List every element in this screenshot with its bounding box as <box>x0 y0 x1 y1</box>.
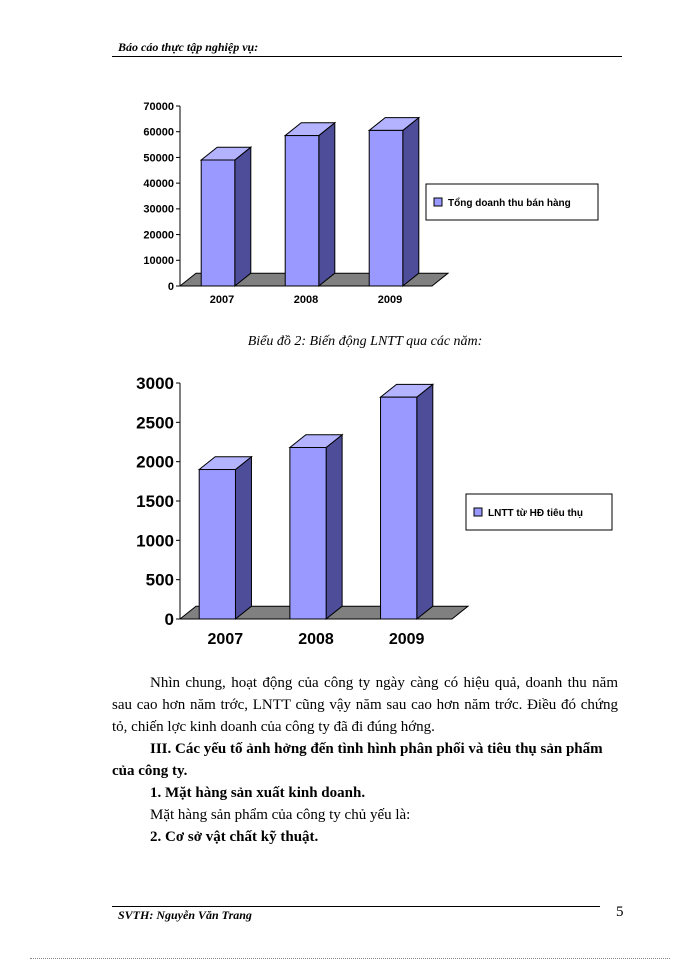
bar-2009 <box>381 397 417 619</box>
y-tick-label: 60000 <box>143 126 174 139</box>
y-tick-label: 10000 <box>143 255 174 268</box>
legend-swatch <box>434 198 442 206</box>
y-tick-label: 0 <box>167 280 174 293</box>
chart-profit-svg <box>0 360 700 660</box>
y-tick-label: 40000 <box>143 177 174 190</box>
y-tick-label: 2500 <box>136 413 174 433</box>
chart-caption: Biểu đồ 2: Biến động LNTT qua các năm: <box>247 334 483 349</box>
bar-side <box>235 457 251 619</box>
x-tick-label: 2009 <box>388 631 425 648</box>
legend-label: Tổng doanh thu bán hàng <box>448 198 571 209</box>
subsection-1-title: 1. Mặt hàng sản xuất kinh doanh. <box>150 785 366 801</box>
bar-2008 <box>290 448 326 619</box>
bar-2007 <box>201 160 235 286</box>
y-tick-label: 0 <box>164 609 174 629</box>
section-heading: III. Các yếu tố ảnh hởng đến tình hình phân phối và tiêu thụ sản phẩm của công ty. <box>112 741 603 779</box>
bar-side <box>319 123 335 286</box>
y-tick-label: 70000 <box>143 100 174 113</box>
body-text <box>112 672 618 848</box>
y-tick-label: 500 <box>145 570 174 590</box>
subsection-2-title: 2. Cơ sở vật chất kỹ thuật. <box>150 829 319 845</box>
bar-2008 <box>285 136 319 286</box>
bar-2007 <box>199 470 235 619</box>
bar-side <box>417 384 433 619</box>
y-tick-label: 2000 <box>136 452 174 472</box>
body-paragraph: Nhìn chung, hoạt động của công ty ngày càng có hiệu quả, doanh thu năm sau cao hơn năm trớc, LNTT cũng vậy năm sau cao hơn năm trớc. Điều đó chứng tỏ, chiến lợc kinh doanh của công ty đã đi đúng hớng. <box>112 675 618 735</box>
legend-swatch <box>474 508 482 516</box>
x-tick-label: 2008 <box>293 294 319 306</box>
bar-side <box>326 435 342 619</box>
x-tick-label: 2007 <box>209 294 235 306</box>
y-tick-label: 20000 <box>143 229 174 242</box>
y-tick-label: 30000 <box>143 203 174 216</box>
y-tick-label: 1500 <box>136 491 174 511</box>
subsection-1-text: Mặt hàng sản phẩm của công ty chủ yếu là: <box>150 807 411 823</box>
x-tick-label: 2007 <box>207 631 244 648</box>
y-tick-label: 50000 <box>143 152 174 165</box>
footer-author: SVTH: Nguyễn Văn Trang <box>118 908 252 922</box>
y-tick-label: 1000 <box>136 531 174 551</box>
footer-rule <box>112 906 600 907</box>
chart-profit <box>0 360 700 660</box>
y-tick-label: 3000 <box>136 373 174 393</box>
chart-revenue-svg <box>0 0 700 320</box>
page-bottom-border <box>30 958 670 959</box>
chart-revenue <box>0 0 700 320</box>
bar-side <box>235 147 251 286</box>
page-number: 5 <box>616 904 624 920</box>
bar-side <box>403 118 419 286</box>
bar-2009 <box>369 130 403 286</box>
legend-label: LNTT từ HĐ tiêu thụ <box>488 508 583 519</box>
page-header: Báo cáo thực tập nghiệp vụ: <box>118 40 259 54</box>
x-tick-label: 2009 <box>377 294 403 306</box>
x-tick-label: 2008 <box>298 631 334 648</box>
